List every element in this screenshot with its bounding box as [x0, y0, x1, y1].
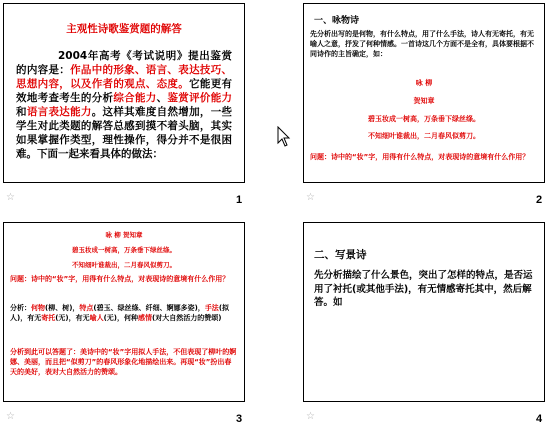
slide-3-text-run: 手法 — [204, 304, 219, 312]
slide-thumbnail-2[interactable] — [303, 3, 545, 183]
slide-2-poem-author: 贺知章 — [413, 97, 435, 105]
slide-3-poem-title: 咏 柳 贺知章 — [105, 231, 143, 239]
star-icon: ☆ — [6, 411, 15, 422]
slide-1-text-run: 2004年高考《考试说明》提出鉴赏的内容是： — [16, 50, 232, 76]
slide-1-text-run: 鉴赏评价能力 — [167, 92, 233, 104]
slide-thumbnail-1[interactable] — [3, 3, 245, 183]
slide-number-4: 4 — [536, 413, 543, 425]
slide-1-text-run: 。这样其难度自然增加，一些学生对此类题的解答总感到摸不着头脑，其实如果掌握作类型，理性操作，得分并不是很困难。下面一起来看具体的做法： — [16, 106, 233, 160]
slide-1-text-run: 它能更有效地考查考生的分析 — [16, 78, 233, 104]
slide-2-heading: 一、咏物诗 — [314, 16, 360, 26]
slide-3-text-run: 感情 — [138, 314, 153, 322]
slide-3-text-run: 喻人 — [89, 314, 104, 322]
slide-1-text-run: 作品中的形象、语言、表达技巧、思想内容，以及作者的观点、态度。 — [16, 64, 233, 90]
slide-2-poem-line: 碧玉妆成一树高，万条垂下绿丝绦。 — [368, 115, 480, 123]
slide-3-text-run: 分析： — [10, 304, 31, 312]
slide-thumbnail-3[interactable] — [3, 222, 245, 402]
slide-3-analysis — [10, 303, 238, 323]
slide-number-1: 1 — [236, 194, 243, 206]
slide-number-2: 2 — [536, 194, 543, 206]
slide-number-3: 3 — [236, 413, 243, 425]
slide-1-text-run: 语言表达能力 — [26, 106, 92, 118]
slide-4-heading: 二、写景诗 — [314, 249, 367, 261]
slide-3-answer: 分析到此可以答题了：美诗中的“妆”字用拟人手法，不但表现了柳叶的婀娜、美丽，而且把“似剪刀”的春风形象化地描绘出来。再现“妆”扮出春天的美好，表对大自然活力的赞颂。 — [10, 348, 237, 376]
slide-3-text-run: 何物 — [31, 304, 45, 312]
slide-1-text-run: 、 — [156, 92, 168, 104]
slide-1-text-run: 和 — [16, 106, 27, 118]
slide-3-question: 问题：诗中的“妆”字，用得有什么特点，对表现诗的意境有什么作用？ — [10, 275, 230, 283]
slide-3-text-run: (碧玉、绿丝绦、纤细、婀娜多姿)， — [93, 304, 205, 312]
slide-3-text-run: (柳、树)， — [45, 304, 80, 312]
slide-2-question: 问题：诗中的“妆”字，用得有什么特点，对表现诗的意境有什么作用？ — [310, 153, 530, 161]
slide-3-text-run: (拟人)，有无 — [10, 304, 230, 322]
mouse-pointer-icon — [277, 126, 291, 148]
star-icon: ☆ — [306, 192, 315, 203]
star-icon: ☆ — [306, 411, 315, 422]
slide-3-text-run: (无)，何种 — [103, 314, 139, 322]
slide-3-poem-line: 碧玉妆成一树高，万条垂下绿丝绦。 — [72, 246, 176, 254]
slide-2-poem-line: 不知细叶谁裁出，二月春风似剪刀。 — [368, 132, 480, 140]
slide-3-text-run: (对大自然活力的赞颂) — [152, 314, 222, 322]
slide-3-text-run: 寄托 — [41, 314, 56, 322]
star-icon: ☆ — [6, 192, 15, 203]
slide-2-poem-title: 咏 柳 — [415, 79, 433, 87]
slide-3-poem-line: 不知细叶谁裁出，二月春风似剪刀。 — [72, 261, 176, 269]
slide-1-body — [16, 49, 232, 161]
slide-3-text-run: 特点 — [79, 304, 94, 312]
slide-thumbnail-4[interactable] — [303, 222, 545, 402]
slide-1-title: 主观性诗歌鉴赏题的解答 — [66, 23, 182, 35]
slide-3-text-run: (无)，有无 — [55, 314, 90, 322]
slide-4-body: 先分析描绘了什么景色，突出了怎样的特点，是否运用了衬托(或其他手法)，有无情感寄托其中，然后解答。如 — [314, 270, 533, 308]
slide-2-body: 先分析出写的是何物，有什么特点，用了什么手法，诗人有无寄托，有无喻人之意，抒发了何种情感。一首诗这几个方面不是全有，具体要根据不同诗作的主旨确定，如： — [310, 30, 534, 58]
slide-1-text-run: 综合能力 — [113, 92, 157, 104]
